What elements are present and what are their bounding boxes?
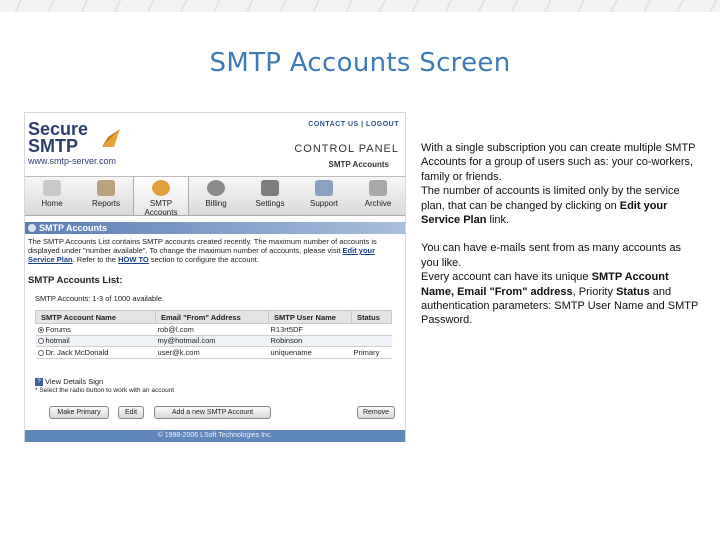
- account-name-cell: [36, 324, 156, 336]
- col-email-from[interactable]: Email "From" Address: [156, 311, 269, 324]
- how-to-link[interactable]: HOW TO: [118, 255, 149, 264]
- description-paragraph-2: [421, 241, 701, 327]
- top-links: [308, 121, 399, 128]
- nav-home-label: Home: [41, 199, 63, 208]
- row-radio[interactable]: [38, 338, 44, 344]
- status-cell: [352, 324, 392, 336]
- intro-text-b: . Refer to the: [72, 255, 119, 264]
- nav-reports-label: Reports: [91, 199, 120, 208]
- home-icon: [43, 180, 61, 196]
- nav-smtp-accounts[interactable]: [133, 177, 189, 215]
- footer-copyright: © 1998-2006 LSoft Technologies Inc.: [157, 432, 273, 439]
- control-panel-title: CONTROL PANEL: [294, 143, 399, 155]
- desc-p2-a: You can have e-mails sent from as many accounts as you like.: [421, 242, 682, 269]
- top-links-separator: |: [361, 121, 364, 128]
- nav-home[interactable]: [25, 177, 79, 215]
- nav-archive[interactable]: [351, 177, 405, 215]
- view-details[interactable]: [35, 377, 103, 386]
- make-primary-button[interactable]: Make Primary: [49, 406, 109, 419]
- section-header: [25, 222, 405, 234]
- intro-text-c: section to configure the account.: [148, 255, 259, 264]
- accounts-table: [35, 310, 392, 359]
- question-icon: ?: [35, 378, 43, 386]
- nav-settings-label: Settings: [255, 199, 285, 208]
- email-cell: rob@l.com: [156, 324, 269, 336]
- dollar-icon: [207, 180, 225, 196]
- add-smtp-account-button[interactable]: Add a new SMTP Account: [154, 406, 271, 419]
- description-text: [421, 141, 701, 328]
- desc-p2-bold1: SMTP Account Name, Email "From" address: [421, 271, 669, 298]
- main-nav: [25, 176, 405, 216]
- edit-service-plan-link[interactable]: Edit your Service Plan: [28, 246, 376, 264]
- envelope-arrow-icon: [100, 127, 122, 149]
- status-cell: Primary: [352, 347, 392, 359]
- contact-us-link[interactable]: CONTACT US: [308, 121, 359, 128]
- col-user-name[interactable]: SMTP User Name: [269, 311, 352, 324]
- desc-p2-d: and authentication parameters: SMTP User Name and SMTP Password.: [421, 285, 699, 327]
- desc-p2-b: Every account can have its unique: [421, 271, 592, 284]
- nav-support-label: Support: [309, 199, 339, 208]
- smtp-screenshot: [24, 112, 406, 442]
- view-details-label: View Details Sign: [45, 377, 104, 386]
- user-cell: Robinson: [269, 335, 352, 347]
- account-name: Dr. Jack McDonald: [45, 347, 109, 357]
- edit-button[interactable]: Edit: [118, 406, 144, 419]
- reports-icon: [97, 180, 115, 196]
- email-cell: my@hotmail.com: [156, 335, 269, 347]
- logo-line1: Secure: [28, 119, 89, 139]
- nav-settings[interactable]: [243, 177, 297, 215]
- account-name: hotmail: [45, 336, 70, 346]
- col-status[interactable]: Status: [352, 311, 392, 324]
- desc-p2-bold2: Status: [616, 285, 650, 298]
- description-paragraph-1: [421, 141, 701, 227]
- intro-text-a: The SMTP Accounts List contains SMTP accounts created recently. The maximum number of accounts is displayed under "number available". To change the maximum number of accounts, please visit: [28, 237, 377, 255]
- logo-line2: SMTP: [28, 136, 79, 156]
- row-radio[interactable]: [38, 350, 44, 356]
- row-radio[interactable]: [38, 327, 44, 333]
- desc-p2-c: , Priority: [572, 285, 617, 298]
- users-icon: [152, 180, 170, 196]
- logout-link[interactable]: LOGOUT: [366, 121, 399, 128]
- desc-p1-c: link.: [486, 214, 510, 227]
- user-cell: uniquename: [269, 347, 352, 359]
- section-title: SMTP Accounts: [39, 223, 108, 233]
- desc-p1-bold: Edit your Service Plan: [421, 199, 668, 227]
- section-icon: [28, 224, 36, 232]
- user-cell: R13rt5DF: [269, 324, 352, 336]
- paragraph-gap: [421, 227, 701, 241]
- nav-reports[interactable]: [79, 177, 133, 215]
- nav-billing-label: Billing: [205, 199, 227, 208]
- nav-support[interactable]: [297, 177, 351, 215]
- intro-text: [28, 237, 402, 264]
- nav-billing[interactable]: [189, 177, 243, 215]
- account-name-cell: [36, 335, 156, 347]
- envelope-icon: [315, 180, 333, 196]
- radio-note: * Select the radio button to work with an account: [35, 387, 175, 394]
- archive-icon: [369, 180, 387, 196]
- desc-p1-b: The number of accounts is limited only by the service plan, that can be changed by clicking on: [421, 185, 680, 212]
- gear-icon: [261, 180, 279, 196]
- table-row[interactable]: [36, 347, 392, 359]
- slide-title: SMTP Accounts Screen: [209, 48, 511, 78]
- status-cell: [352, 335, 392, 347]
- account-name-cell: [36, 347, 156, 359]
- nav-smtp-accounts-label: SMTP Accounts: [144, 199, 178, 217]
- desc-p1-a: With a single subscription you can create multiple SMTP Accounts for a group of users such as: your co-workers, family or friends.: [421, 142, 696, 183]
- col-account-name[interactable]: SMTP Account Name: [36, 311, 156, 324]
- remove-button[interactable]: Remove: [357, 406, 395, 419]
- top-decorative-stripe: [0, 0, 720, 12]
- nav-archive-label: Archive: [364, 199, 392, 208]
- control-panel-subtitle: SMTP Accounts: [328, 160, 389, 169]
- email-cell: user@k.com: [156, 347, 269, 359]
- logo-url: www.smtp-server.com: [28, 156, 117, 166]
- footer-bar: [25, 430, 405, 442]
- table-row[interactable]: [36, 335, 392, 347]
- accounts-list-title: SMTP Accounts List:: [28, 275, 123, 286]
- accounts-count: SMTP Accounts: 1-3 of 1000 available.: [35, 294, 165, 303]
- account-name: Forums: [45, 324, 71, 334]
- table-row[interactable]: [36, 324, 392, 336]
